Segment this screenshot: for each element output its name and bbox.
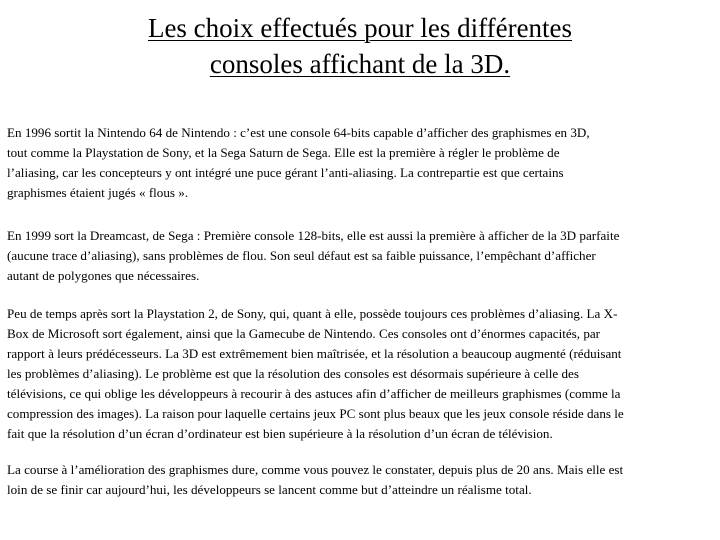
slide-title-line-1: Les choix effectués pour les différentes xyxy=(147,13,573,43)
paragraph-conclusion: La course à l’amélioration des graphismes dure, comme vous pouvez le constater, depuis plus de 20 ans. Mais elle est loin de se finir car aujourd’hui, les développeurs se lancent comme but d’atteindre un réalisme total. xyxy=(7,462,624,497)
slide-title-line-2: consoles affichant de la 3D. xyxy=(209,49,511,79)
paragraph-dreamcast: En 1999 sort la Dreamcast, de Sega : Première console 128-bits, elle est aussi la première à afficher de la 3D parfaite (aucune trace d’aliasing), sans problèmes de flou. Son seul défaut est sa faible puissance, l’empêchant d’afficher autant de polygones que nécessaires. xyxy=(7,228,620,283)
paragraph-playstation-2: Peu de temps après sort la Playstation 2, de Sony, qui, quant à elle, possède toujours ces problèmes d’aliasing. La X- Box de Microsoft sort également, ainsi que la Gamecube de Nintendo. Ces consoles ont d’énormes capacités, par rapport à leurs prédécesseurs. La 3D est extrêmement bien maîtrisée, et la résolution a beaucoup augmenté (réduisant les problèmes d’aliasing). Le problème est que la résolution des consoles est désormais supérieure à celle des télévisions, ce qui oblige les développeurs à recourir à des astuces afin d’afficher de meilleurs graphismes (comme la compression des images). La raison pour laquelle certains jeux PC sont plus beaux que les jeux console réside dans le fait que la résolution d’un écran d’ordinateur est bien supérieure à la résolution d’un écran de télévision. xyxy=(7,306,624,441)
paragraph-nintendo-64: En 1996 sortit la Nintendo 64 de Nintendo : c’est une console 64-bits capable d’afficher des graphismes en 3D, tout comme la Playstation de Sony, et la Sega Saturn de Sega. Elle est la première à régler le problème de l’aliasing, car les concepteurs y ont intégré une puce gérant l’anti-aliasing. La contrepartie est que certains graphismes étaient jugés « flous ». xyxy=(7,125,590,200)
slide-title xyxy=(40,10,680,82)
